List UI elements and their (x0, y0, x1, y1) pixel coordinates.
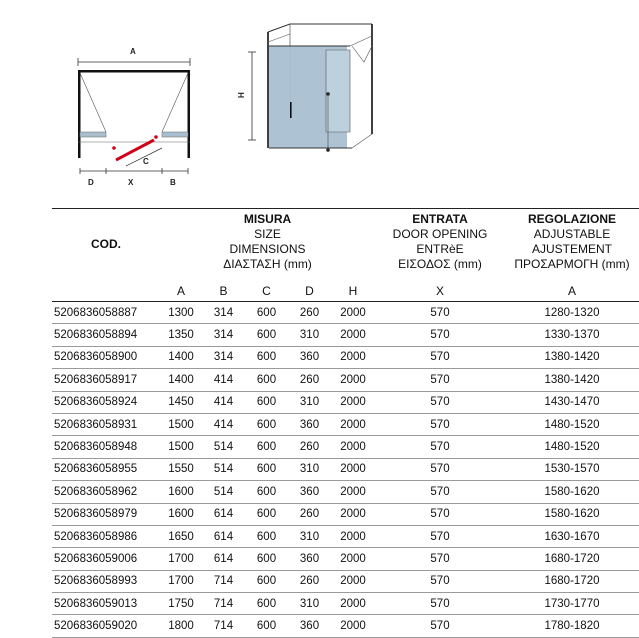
cell-a: 1700 (160, 570, 202, 592)
sub-header-b: B (202, 280, 245, 302)
cell-b: 314 (202, 324, 245, 346)
cell-adjust: 1630-1670 (505, 525, 639, 547)
sub-header-h: H (331, 280, 375, 302)
cell-d: 360 (288, 481, 331, 503)
elevation-view-diagram (232, 22, 382, 192)
cell-a: 1600 (160, 503, 202, 525)
regolazione-header (505, 208, 639, 280)
cell-d: 310 (288, 458, 331, 480)
cell-a: 1350 (160, 324, 202, 346)
cell-h: 2000 (331, 302, 375, 324)
cell-adjust: 1380-1420 (505, 369, 639, 391)
cell-c: 600 (245, 548, 288, 570)
plan-label-c: C (143, 157, 149, 166)
cell-h: 2000 (331, 548, 375, 570)
cell-adjust: 1780-1820 (505, 615, 639, 637)
cell-adjust: 1280-1320 (505, 302, 639, 324)
cell-c: 600 (245, 525, 288, 547)
cell-code: 5206836058931 (52, 413, 160, 435)
cell-c: 600 (245, 413, 288, 435)
cell-code: 5206836058894 (52, 324, 160, 346)
cell-d: 360 (288, 548, 331, 570)
cell-code: 5206836058924 (52, 391, 160, 413)
cell-h: 2000 (331, 481, 375, 503)
cell-h: 2000 (331, 570, 375, 592)
sub-header-c: C (245, 280, 288, 302)
cell-adjust: 1480-1520 (505, 413, 639, 435)
cell-h: 2000 (331, 324, 375, 346)
cell-code: 5206836058993 (52, 570, 160, 592)
sub-header-row (52, 280, 639, 302)
cell-a: 1500 (160, 413, 202, 435)
cell-x: 570 (375, 302, 505, 324)
cell-x: 570 (375, 369, 505, 391)
table-row (52, 548, 639, 570)
cell-code: 5206836058962 (52, 481, 160, 503)
cell-d: 360 (288, 615, 331, 637)
table-row (52, 324, 639, 346)
cell-code: 5206836058887 (52, 302, 160, 324)
table-row (52, 525, 639, 547)
cell-c: 600 (245, 615, 288, 637)
cell-a: 1400 (160, 346, 202, 368)
cell-b: 314 (202, 346, 245, 368)
cell-adjust: 1380-1420 (505, 346, 639, 368)
cod-header: COD. (91, 236, 121, 251)
cell-d: 260 (288, 369, 331, 391)
cell-adjust: 1680-1720 (505, 548, 639, 570)
cell-x: 570 (375, 324, 505, 346)
cell-h: 2000 (331, 346, 375, 368)
cell-adjust: 1480-1520 (505, 436, 639, 458)
cell-d: 310 (288, 324, 331, 346)
entrata-header (375, 208, 505, 280)
cell-a: 1500 (160, 436, 202, 458)
dimensions-table (52, 208, 639, 638)
cell-code: 5206836059020 (52, 615, 160, 637)
cell-x: 570 (375, 391, 505, 413)
cell-code: 5206836058917 (52, 369, 160, 391)
header-row (52, 208, 639, 280)
cell-d: 260 (288, 302, 331, 324)
cell-c: 600 (245, 593, 288, 615)
plan-label-b: B (170, 178, 176, 187)
cell-x: 570 (375, 481, 505, 503)
elevation-label-h: H (237, 92, 246, 98)
diagram-area (0, 0, 639, 205)
cell-adjust: 1580-1620 (505, 503, 639, 525)
cell-adjust: 1330-1370 (505, 324, 639, 346)
cell-b: 414 (202, 369, 245, 391)
sub-header-x: X (375, 280, 505, 302)
cell-x: 570 (375, 413, 505, 435)
cell-b: 714 (202, 593, 245, 615)
cell-h: 2000 (331, 413, 375, 435)
cell-code: 5206836058979 (52, 503, 160, 525)
table-row (52, 593, 639, 615)
table-row (52, 481, 639, 503)
regolazione-line-3: ΠΡΟΣΑΡΜΟΓΗ (mm) (514, 257, 630, 271)
table-row (52, 346, 639, 368)
misura-line-3: ΔΙΑΣΤΑΣΗ (mm) (223, 257, 312, 271)
cell-adjust: 1580-1620 (505, 481, 639, 503)
regolazione-line-2: AJUSTEMENT (531, 242, 612, 256)
cell-c: 600 (245, 346, 288, 368)
cell-h: 2000 (331, 436, 375, 458)
cell-adjust: 1730-1770 (505, 593, 639, 615)
cell-a: 1400 (160, 369, 202, 391)
cell-c: 600 (245, 436, 288, 458)
cell-x: 570 (375, 548, 505, 570)
cell-a: 1700 (160, 548, 202, 570)
cell-x: 570 (375, 436, 505, 458)
cell-d: 260 (288, 570, 331, 592)
plan-label-x: X (128, 178, 134, 187)
cell-b: 314 (202, 302, 245, 324)
cell-c: 600 (245, 503, 288, 525)
cell-code: 5206836058948 (52, 436, 160, 458)
cell-a: 1600 (160, 481, 202, 503)
cell-d: 260 (288, 503, 331, 525)
cell-d: 360 (288, 346, 331, 368)
cell-b: 614 (202, 548, 245, 570)
cell-x: 570 (375, 615, 505, 637)
cell-c: 600 (245, 481, 288, 503)
cell-adjust: 1680-1720 (505, 570, 639, 592)
cell-d: 360 (288, 413, 331, 435)
misura-line-2: DIMENSIONS (229, 242, 306, 256)
misura-line-1: SIZE (254, 227, 281, 241)
cell-b: 514 (202, 458, 245, 480)
cell-a: 1550 (160, 458, 202, 480)
regolazione-line-1: ADJUSTABLE (533, 227, 611, 241)
cell-code: 5206836059013 (52, 593, 160, 615)
sub-header-a: A (160, 280, 202, 302)
misura-title: MISURA (243, 212, 292, 226)
entrata-title: ENTRATA (412, 212, 468, 226)
cell-h: 2000 (331, 615, 375, 637)
table-row (52, 615, 639, 637)
cell-b: 414 (202, 413, 245, 435)
cell-b: 614 (202, 503, 245, 525)
cell-b: 614 (202, 525, 245, 547)
cell-c: 600 (245, 458, 288, 480)
plan-label-d: D (88, 178, 94, 187)
plan-label-a: A (130, 47, 136, 56)
cell-x: 570 (375, 503, 505, 525)
cell-a: 1750 (160, 593, 202, 615)
cell-a: 1800 (160, 615, 202, 637)
table-body (52, 302, 639, 638)
table-row (52, 413, 639, 435)
cell-c: 600 (245, 369, 288, 391)
cell-d: 310 (288, 525, 331, 547)
entrata-line-1: DOOR OPENING (392, 227, 488, 241)
regolazione-title: REGOLAZIONE (527, 212, 616, 226)
table-row (52, 369, 639, 391)
entrata-line-2: ENTRèE (416, 242, 464, 256)
entrata-line-3: ΕΙΣΟΔΟΣ (mm) (398, 257, 482, 271)
cell-a: 1300 (160, 302, 202, 324)
cell-x: 570 (375, 346, 505, 368)
cell-h: 2000 (331, 525, 375, 547)
cell-code: 5206836058955 (52, 458, 160, 480)
cell-x: 570 (375, 458, 505, 480)
cell-c: 600 (245, 391, 288, 413)
table-row (52, 458, 639, 480)
cell-x: 570 (375, 593, 505, 615)
table-row (52, 302, 639, 324)
cell-c: 600 (245, 324, 288, 346)
cell-d: 310 (288, 391, 331, 413)
table-row (52, 436, 639, 458)
cell-b: 414 (202, 391, 245, 413)
cell-h: 2000 (331, 458, 375, 480)
table-row (52, 503, 639, 525)
cell-code: 5206836058900 (52, 346, 160, 368)
cell-b: 514 (202, 436, 245, 458)
cell-b: 714 (202, 615, 245, 637)
table-row (52, 570, 639, 592)
cell-a: 1650 (160, 525, 202, 547)
cell-h: 2000 (331, 593, 375, 615)
cell-adjust: 1430-1470 (505, 391, 639, 413)
cell-code: 5206836059006 (52, 548, 160, 570)
cell-h: 2000 (331, 503, 375, 525)
cell-x: 570 (375, 525, 505, 547)
cell-c: 600 (245, 570, 288, 592)
cell-d: 310 (288, 593, 331, 615)
cell-x: 570 (375, 570, 505, 592)
cell-d: 260 (288, 436, 331, 458)
table-row (52, 391, 639, 413)
misura-header (160, 208, 375, 280)
sub-header-d: D (288, 280, 331, 302)
cell-c: 600 (245, 302, 288, 324)
cell-adjust: 1530-1570 (505, 458, 639, 480)
cell-code: 5206836058986 (52, 525, 160, 547)
cell-b: 714 (202, 570, 245, 592)
cell-b: 514 (202, 481, 245, 503)
cell-h: 2000 (331, 369, 375, 391)
cell-a: 1450 (160, 391, 202, 413)
sub-header-empty (52, 280, 160, 302)
cell-h: 2000 (331, 391, 375, 413)
sub-header-adjust-a: A (505, 280, 639, 302)
